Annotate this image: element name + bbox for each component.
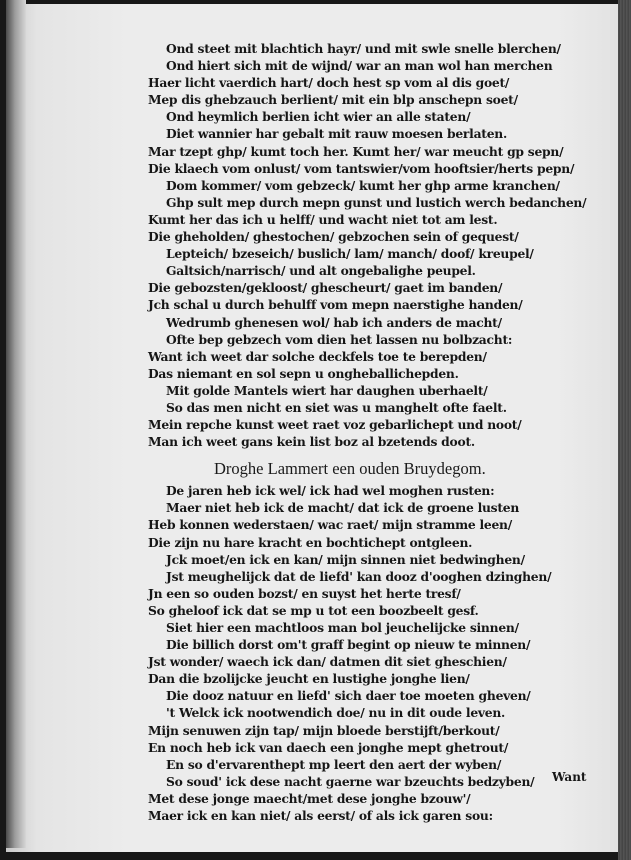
- verse-line: Heb konnen wederstaen/ wac raet/ mijn stramme leen/: [148, 517, 512, 533]
- verse-line: Maer ick en kan niet/ als eerst/ of als ick garen sou:: [148, 808, 493, 824]
- verse-line: Mit golde Mantels wiert har daughen uberhaelt/: [166, 382, 488, 398]
- verse-line: Jst wonder/ waech ick dan/ datmen dit siet gheschien/: [148, 654, 507, 670]
- verse-line: Wedrumb ghenesen wol/ hab ich anders de macht/: [166, 314, 502, 330]
- verse-line: Jn een so ouden bozst/ en suyst het herte tresf/: [148, 585, 461, 601]
- verse-line: Kumt her das ich u helff/ und wacht niet tot am lest.: [148, 211, 498, 227]
- verse-line: Die klaech vom onlust/ vom tantswier/vom hooftsier/herts pepn/: [148, 160, 575, 176]
- text-block: [144, 40, 587, 824]
- verse-line: Die gheholden/ ghestochen/ gebzochen sein of gequest/: [148, 229, 519, 245]
- verse-line: Met dese jonge maecht/met dese jonghe bzouw'/: [148, 790, 471, 806]
- verse-line: Jst meughelijck dat de liefd' kan dooz d'ooghen dzinghen/: [166, 568, 552, 584]
- verse-line: Mar tzept ghp/ kumt toch her. Kumt her/ war meucht gp sepn/: [148, 143, 564, 159]
- first-verse-section: [144, 40, 587, 450]
- verse-line: Maer niet heb ick de macht/ dat ick de groene lusten: [166, 500, 520, 516]
- verse-line: Mep dis ghebzauch berlient/ mit ein blp anschepn soet/: [148, 92, 518, 108]
- poem-title: Droghe Lammert een ouden Bruydegom.: [214, 459, 486, 479]
- verse-line: Mein repche kunst weet raet voz gebarlichept und noot/: [148, 417, 522, 433]
- verse-line: Man ich weet gans kein list boz al bzetends doot.: [148, 434, 475, 450]
- verse-line: Galtsich/narrisch/ und alt ongebalighe peupel.: [166, 263, 476, 279]
- verse-line: 't Welck ick nootwendich doe/ nu in dit oude leven.: [166, 705, 506, 721]
- verse-line: Siet hier een machtloos man bol jeuchelijcke sinnen/: [166, 620, 519, 635]
- verse-line: So soud' ick dese nacht gaerne war bzeuchts bedzyben/: [166, 773, 535, 789]
- verse-line: En noch heb ick van daech een jonghe mept ghetrout/: [148, 739, 509, 755]
- verse-line: Ghp sult mep durch mepn gunst und lustich werch bedanchen/: [166, 194, 587, 210]
- verse-line: Jch schal u durch behulff vom mepn naerstighe handen/: [148, 297, 523, 313]
- page-edges: [618, 0, 631, 860]
- verse-line: Ond steet mit blachtich hayr/ und mit swle snelle blerchen/: [166, 41, 561, 56]
- verse-line: So das men nicht en siet was u manghelt ofte faelt.: [166, 399, 507, 415]
- verse-line: Lepteich/ bzeseich/ buslich/ lam/ manch/ doof/ kreupel/: [166, 246, 534, 262]
- verse-line: Ond heymlich berlien icht wier an alle staten/: [166, 109, 471, 125]
- verse-line: Jck moet/en ick en kan/ mijn sinnen niet bedwinghen/: [166, 551, 525, 567]
- verse-line: Das niemant en sol sepn u ongheballichepden.: [148, 365, 459, 381]
- verse-line: Dan die bzolijcke jeucht en lustighe jonghe lien/: [148, 671, 470, 687]
- verse-line: Die gebozsten/gekloost/ ghescheurt/ gaet im banden/: [148, 280, 503, 296]
- verse-line: So gheloof ick dat se mp u tot een boozbeelt gesf.: [148, 602, 479, 618]
- verse-line: Die billich dorst om't graff begint op nieuw te minnen/: [166, 637, 531, 653]
- page-gutter: [6, 0, 26, 848]
- verse-line: Want ich weet dar solche deckfels toe te berepden/: [148, 348, 487, 364]
- verse-line: Ofte bep gebzech vom dien het lassen nu bolbzacht:: [166, 331, 513, 347]
- verse-line: Haer licht vaerdich hart/ doch hest sp vom al dis goet/: [148, 75, 510, 91]
- verse-line: Mijn senuwen zijn tap/ mijn bloede berstijft/berkout/: [148, 722, 500, 738]
- verse-line: Dom kommer/ vom gebzeck/ kumt her ghp arme kranchen/: [166, 177, 560, 193]
- verse-line: De jaren heb ick wel/ ick had wel moghen rusten:: [166, 483, 495, 499]
- verse-line: Diet wannier har gebalt mit rauw moesen berlaten.: [166, 126, 508, 142]
- verse-line: Die zijn nu hare kracht en bochtichept ontgleen.: [148, 534, 473, 550]
- catchword: Want: [552, 770, 587, 784]
- verse-line: Die dooz natuur en liefd' sich daer toe moeten gheven/: [166, 688, 531, 704]
- verse-line: Ond hiert sich mit de wijnd/ war an man wol han merchen: [166, 58, 553, 74]
- second-verse-section: [144, 482, 574, 824]
- verse-line: En so d'ervarenthept mp leert den aert der wyben/: [166, 756, 502, 772]
